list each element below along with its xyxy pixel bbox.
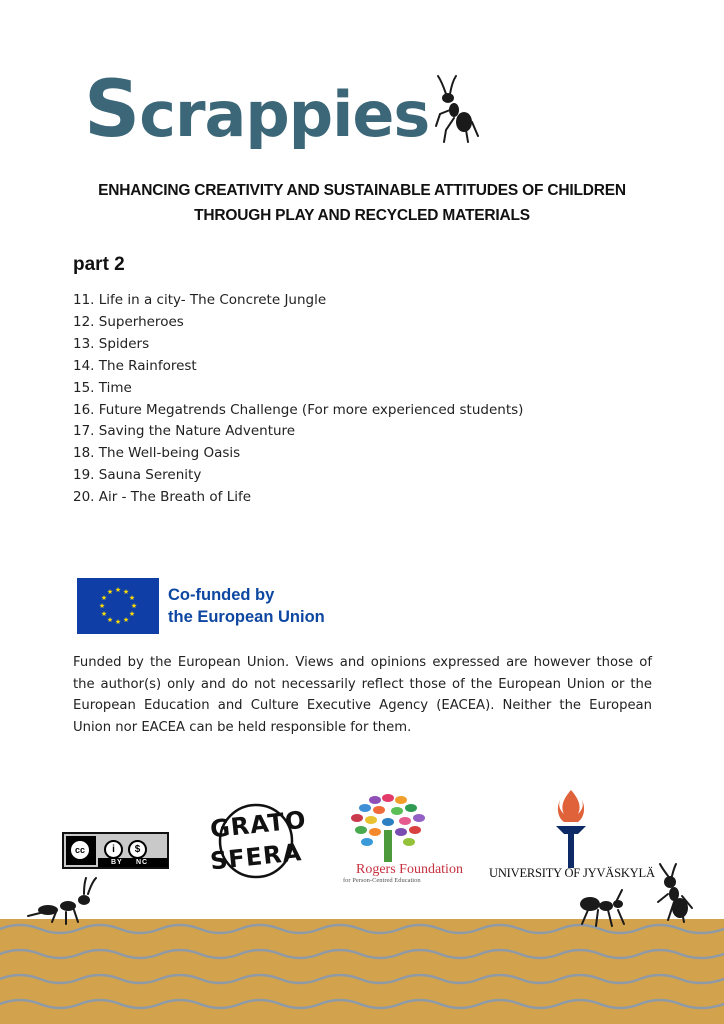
cc-by-label: BY [111, 859, 123, 866]
attribution-icon: i [104, 840, 123, 859]
rogers-foundation-name: Rogers Foundation [356, 862, 463, 877]
cc-license-badge [62, 832, 169, 869]
cc-nc-label: NC [136, 859, 149, 866]
svg-text:★: ★ [106, 616, 114, 624]
part-title: part 2 [73, 254, 125, 275]
svg-text:★: ★ [122, 588, 130, 596]
svg-text:★: ★ [100, 610, 108, 618]
eu-text-line-2: the European Union [168, 608, 325, 626]
logo-rest: crappies [139, 78, 430, 151]
cc-icon: cc [69, 839, 91, 861]
eu-flag [77, 578, 159, 634]
grato-line-2: SFERA [208, 838, 304, 876]
rogers-tree-icon [345, 790, 431, 862]
subtitle [40, 178, 684, 228]
cc-label-bar [98, 858, 168, 867]
ground-strip [0, 919, 724, 1024]
toc-item: 14. The Rainforest [73, 357, 197, 374]
svg-text:★: ★ [128, 610, 136, 618]
toc-item: 13. Spiders [73, 335, 150, 352]
ant-icon [26, 876, 102, 928]
svg-text:★: ★ [122, 616, 130, 624]
torch-icon [552, 788, 590, 868]
svg-text:★: ★ [106, 588, 114, 596]
svg-text:★: ★ [114, 586, 122, 594]
svg-text:★: ★ [130, 602, 138, 610]
toc-item: 16. Future Megatrends Challenge (For more experienced students) [73, 401, 524, 418]
scrappies-logo [84, 65, 484, 155]
cc-left-block [66, 836, 96, 865]
svg-text:★: ★ [98, 602, 106, 610]
toc-item: 20. Air - The Breath of Life [73, 489, 252, 506]
toc-item: 12. Superheroes [73, 313, 184, 330]
toc-item: 11. Life in a city- The Concrete Jungle [73, 292, 327, 308]
ant-icon [654, 862, 696, 930]
ant-icon [432, 74, 484, 146]
noncommercial-icon: $ [128, 840, 147, 859]
ant-icon [576, 888, 628, 928]
subtitle-line-2: THROUGH PLAY AND RECYCLED MATERIALS [194, 207, 530, 224]
rogers-foundation-subtitle: for Person-Centred Education [343, 877, 421, 884]
svg-text:★: ★ [114, 618, 122, 626]
grato-sfera-logo [208, 803, 308, 883]
logo-wordmark [84, 65, 430, 155]
eu-cofunded-text [168, 584, 325, 628]
toc-item: 18. The Well-being Oasis [73, 445, 241, 462]
eu-text-line-1: Co-funded by [168, 586, 275, 604]
logo-first-letter: S [84, 65, 140, 155]
subtitle-line-1: ENHANCING CREATIVITY AND SUSTAINABLE ATTITUDES OF CHILDREN [98, 182, 626, 199]
cc-icons [104, 837, 164, 859]
svg-text:★: ★ [128, 594, 136, 602]
toc-item: 19. Sauna Serenity [73, 467, 202, 484]
eu-stars-icon [77, 578, 159, 634]
toc-item: 15. Time [73, 379, 132, 396]
toc-item: 17. Saving the Nature Adventure [73, 423, 296, 440]
jyu-name: UNIVERSITY OF JYVÄSKYLÄ [489, 866, 655, 880]
table-of-contents [73, 290, 523, 509]
funding-disclaimer: Funded by the European Union. Views and opinions expressed are however those of the author(s) only and do not necessarily reflect those of the European Union or the European Education and Culture Executive Agency (EACEA). Neither the European Union nor EACEA can be held responsible for them. [73, 655, 652, 735]
svg-text:★: ★ [100, 594, 108, 602]
grato-line-1: GRATO [208, 805, 308, 844]
